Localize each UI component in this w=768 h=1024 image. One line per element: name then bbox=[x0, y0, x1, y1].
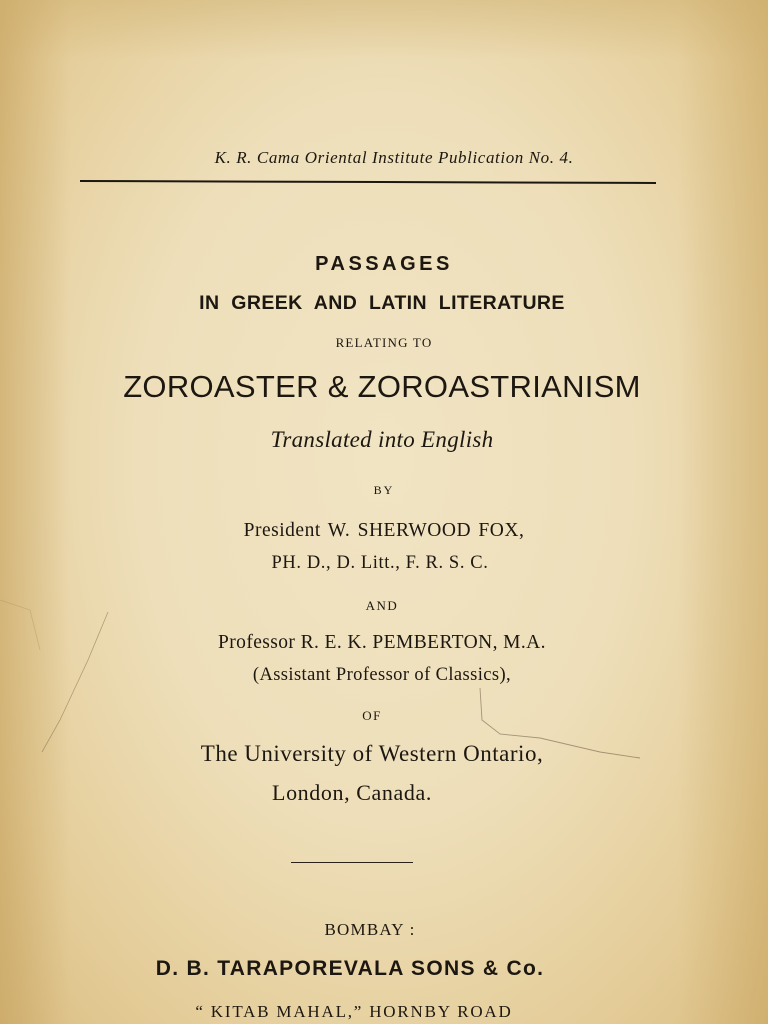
main-title: ZOROASTER & ZOROASTRIANISM bbox=[123, 369, 641, 404]
author-2-name: Professor R. E. K. PEMBERTON, M.A. bbox=[218, 632, 546, 653]
publisher-name: D. B. TARAPOREVALA SONS & Co. bbox=[155, 957, 545, 980]
translated-note: Translated into English bbox=[270, 427, 494, 452]
imprint-city: BOMBAY : bbox=[324, 920, 416, 939]
title-subtitle: IN GREEK AND LATIN LITERATURE bbox=[199, 292, 565, 314]
by-label: BY bbox=[373, 483, 395, 497]
author-1-degrees: PH. D., D. Litt., F. R. S. C. bbox=[271, 553, 489, 573]
of-label: OF bbox=[362, 708, 382, 723]
author-1-name: President W. SHERWOOD FOX, bbox=[243, 520, 525, 541]
header-rule bbox=[80, 180, 656, 184]
paper-edge-top bbox=[0, 0, 768, 60]
institution-name: The University of Western Ontario, bbox=[200, 741, 544, 766]
divider-rule bbox=[291, 862, 413, 863]
series-line: K. R. Cama Oriental Institute Publication No. 4. bbox=[214, 148, 574, 167]
publisher-address: “ KITAB MAHAL,” HORNBY ROAD bbox=[195, 1002, 513, 1021]
relating-to: RELATING TO bbox=[335, 335, 433, 350]
institution-location: London, Canada. bbox=[272, 780, 432, 805]
author-2-role: (Assistant Professor of Classics), bbox=[252, 665, 512, 685]
title-passages: PASSAGES bbox=[315, 253, 453, 275]
and-label: AND bbox=[365, 598, 399, 613]
